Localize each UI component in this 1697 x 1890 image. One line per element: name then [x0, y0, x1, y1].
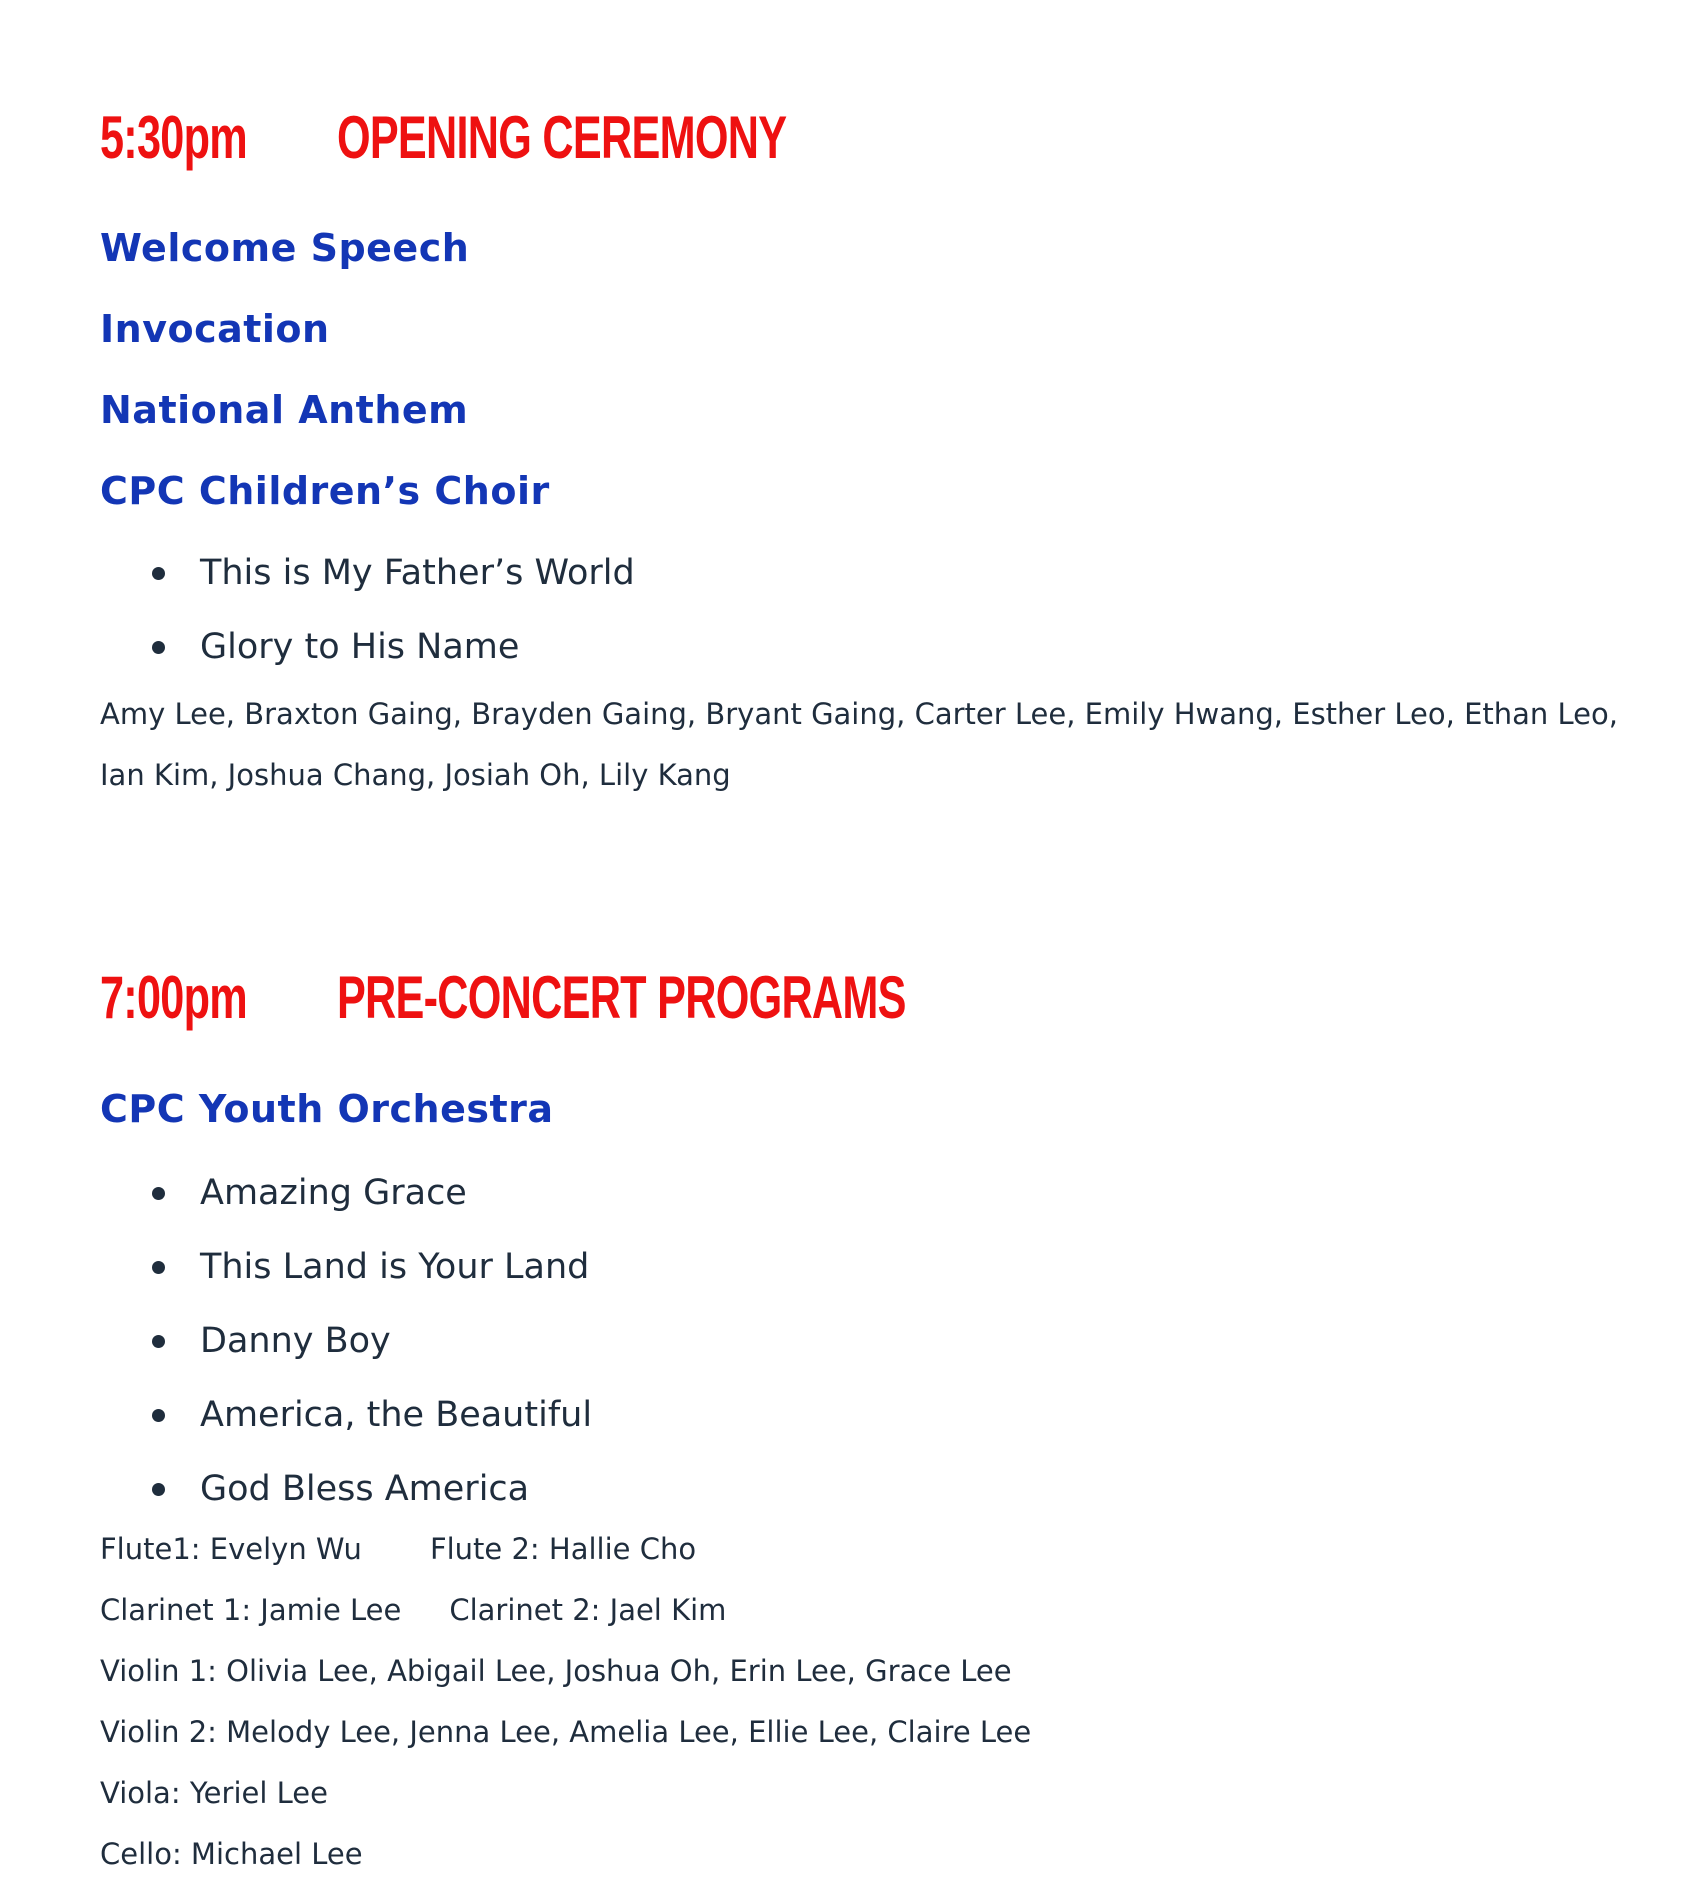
choir-members-line-2: Ian Kim, Joshua Chang, Josiah Oh, Lily Kang: [100, 758, 731, 792]
list-item: [150, 1230, 592, 1304]
bullet-icon: [152, 641, 165, 654]
list-item: [150, 1452, 592, 1526]
childrens-choir-heading: CPC Children’s Choir: [100, 469, 550, 513]
list-item: [150, 610, 635, 684]
preconcert-heading: [100, 958, 906, 1038]
choir-members-line-1: Amy Lee, Braxton Gaing, Brayden Gaing, Bryant Gaing, Carter Lee, Emily Hwang, Esther Leo, Ethan Leo,: [100, 697, 1618, 731]
orchestra-song: Danny Boy: [200, 1321, 391, 1361]
invocation-heading: Invocation: [100, 307, 330, 351]
flute-2: Flute 2: Hallie Cho: [429, 1532, 697, 1566]
choir-song-list: [150, 536, 635, 684]
opening-time: 5:30pm: [100, 104, 247, 171]
orchestra-song: Amazing Grace: [200, 1173, 467, 1213]
bullet-icon: [152, 567, 165, 580]
bullet-icon: [152, 1187, 165, 1200]
list-item: [150, 1156, 592, 1230]
list-item: [150, 1304, 592, 1378]
flute-1: Flute1: Evelyn Wu: [100, 1532, 362, 1566]
cello-line: Cello: Michael Lee: [100, 1837, 363, 1871]
list-item: [150, 536, 635, 610]
orchestra-song: God Bless America: [200, 1469, 530, 1509]
choir-song: This is My Father’s World: [200, 553, 635, 593]
preconcert-time: 7:00pm: [100, 964, 247, 1031]
choir-song: Glory to His Name: [200, 627, 520, 667]
viola-line: Viola: Yeriel Lee: [100, 1776, 328, 1810]
national-anthem-heading: National Anthem: [100, 388, 469, 432]
clarinet-1: Clarinet 1: Jamie Lee: [100, 1593, 402, 1627]
clarinet-2: Clarinet 2: Jael Kim: [449, 1593, 727, 1627]
youth-orchestra-heading: CPC Youth Orchestra: [100, 1087, 554, 1131]
clarinet-line: [100, 1593, 726, 1627]
bullet-icon: [152, 1409, 165, 1422]
opening-title: OPENING CEREMONY: [336, 104, 787, 171]
list-item: [150, 1378, 592, 1452]
violin-1-line: Violin 1: Olivia Lee, Abigail Lee, Joshua Oh, Erin Lee, Grace Lee: [100, 1654, 1012, 1688]
flute-line: [100, 1532, 696, 1566]
orchestra-song: America, the Beautiful: [200, 1395, 593, 1435]
violin-2-line: Violin 2: Melody Lee, Jenna Lee, Amelia Lee, Ellie Lee, Claire Lee: [100, 1715, 1032, 1749]
orchestra-song: This Land is Your Land: [200, 1247, 590, 1287]
bullet-icon: [152, 1261, 165, 1274]
bullet-icon: [152, 1335, 165, 1348]
preconcert-title: PRE-CONCERT PROGRAMS: [336, 964, 906, 1031]
bullet-icon: [152, 1483, 165, 1496]
orchestra-song-list: [150, 1156, 592, 1526]
welcome-speech-heading: Welcome Speech: [100, 226, 470, 270]
opening-ceremony-heading: [100, 98, 786, 178]
